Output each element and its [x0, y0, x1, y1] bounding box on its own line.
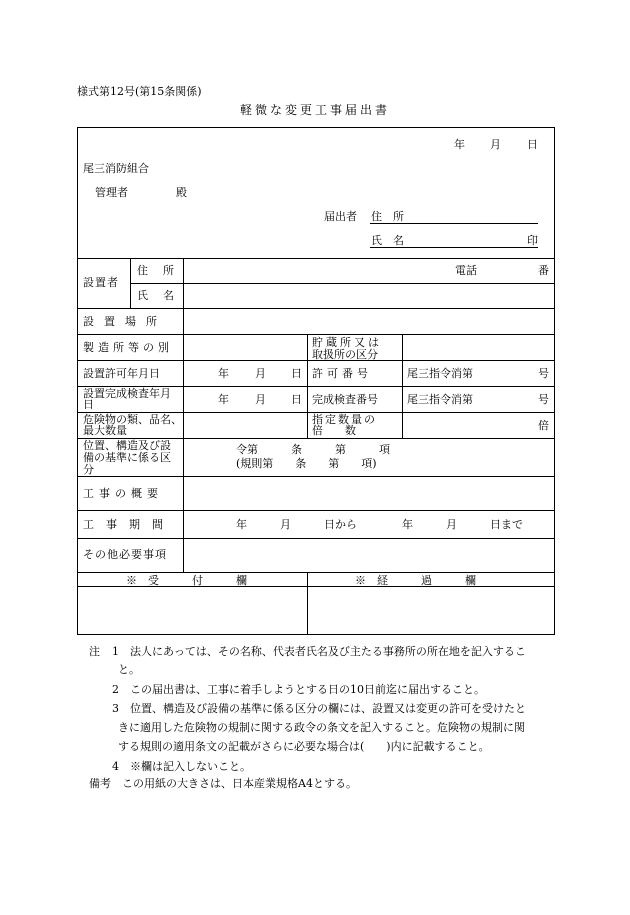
note-1-number: 1 [112, 645, 119, 658]
storage-type-label-1: 貯蔵所又は [312, 336, 382, 349]
location-label: 設置場所 [83, 315, 167, 328]
note-3-line-1: 位置、構造及び設備の基準に係る区分の欄には、設置又は変更の許可を受けたと [130, 702, 526, 715]
note-4-number: 4 [112, 760, 119, 773]
notes-label: 注 [89, 645, 100, 658]
permit-day: 日 [291, 367, 302, 380]
notifier-label: 届出者 [324, 210, 357, 223]
form-title: 軽微な変更工事届出書 [240, 103, 391, 117]
addressee-admin: 管理者 [95, 186, 128, 199]
progress-header: ※ 経 過 欄 [355, 574, 476, 587]
note-2: この届出書は、工事に着手しようとする日の10日前迄に届出すること。 [130, 683, 485, 696]
facility-type-label: 製造所等の別 [83, 341, 173, 354]
ratio-suffix: 倍 [538, 419, 549, 432]
standards-label-3: 分 [83, 463, 94, 476]
permit-year: 年 [218, 367, 229, 380]
permit-date-label: 設置許可年月日 [83, 367, 160, 380]
inspection-day: 日 [291, 393, 302, 406]
note-3-line-3: する規則の適用条文の記載がさらに必要な場合は( )内に記載すること。 [118, 740, 490, 753]
rule-line: (規則第 条 第 項) [236, 457, 377, 470]
note-4: ※欄は記入しないこと。 [130, 760, 251, 773]
form-number: 様式第12号(第15条関係) [77, 85, 202, 98]
ordinance-line: 令第 条 第 項 [236, 443, 390, 456]
hazmat-label-1: 危険物の類、品名、 [83, 413, 182, 426]
designated-qty-label-1: 指定数量の [312, 413, 377, 426]
note-2-number: 2 [112, 683, 119, 696]
standards-label-2: 備の基準に係る区 [83, 451, 171, 464]
inspection-date-label-2: 日 [83, 398, 94, 411]
addressee-org: 尾三消防組合 [83, 162, 149, 175]
inspection-month: 月 [255, 393, 266, 406]
phone-label: 電話 [455, 264, 477, 277]
inspection-number-suffix: 号 [538, 393, 549, 406]
inspection-date-label-1: 設置完成検査年月 [83, 387, 171, 400]
permit-number-suffix: 号 [538, 367, 549, 380]
header-year: 年 [454, 138, 465, 151]
permit-month: 月 [255, 367, 266, 380]
addressee-honorific: 殿 [176, 186, 187, 199]
note-3-number: 3 [112, 702, 119, 715]
hazmat-label-2: 最大数量 [83, 424, 127, 437]
standards-label-1: 位置、構造及び設 [83, 439, 171, 452]
reception-header: ※ 受 付 欄 [126, 574, 247, 587]
inspection-year: 年 [218, 393, 229, 406]
header-day: 日 [527, 138, 538, 151]
storage-type-label-2: 取扱所の区分 [312, 348, 378, 361]
inspection-number-prefix: 尾三指令消第 [407, 393, 473, 406]
permit-number-label: 許可番号 [312, 367, 372, 380]
notifier-address-label: 住 所 [371, 210, 404, 223]
header-month: 月 [490, 138, 501, 151]
inspection-number-label: 完成検査番号 [312, 393, 378, 406]
notifier-name-label: 氏 名 [371, 234, 404, 247]
period-to: 年 月 日まで [402, 518, 523, 531]
designated-qty-label-2: 倍 数 [312, 424, 356, 437]
installer-label: 設置者 [83, 276, 119, 289]
note-1-line-2: と。 [118, 663, 140, 676]
work-summary-label: 工事の概要 [83, 487, 163, 500]
work-period-label: 工事期間 [83, 518, 175, 531]
permit-number-prefix: 尾三指令消第 [407, 367, 473, 380]
period-from: 年 月 日から [236, 518, 357, 531]
other-label: その他必要事項 [83, 548, 167, 561]
installer-name-label: 氏 名 [137, 289, 176, 302]
remarks: 備考 この用紙の大きさは、日本産業規格A4とする。 [89, 777, 357, 790]
installer-address-label: 住 所 [137, 264, 176, 277]
note-1-line-1: 法人にあっては、その名称、代表者氏名及び主たる事務所の所在地を記入するこ [130, 645, 526, 658]
seal-mark: 印 [527, 234, 538, 247]
phone-suffix: 番 [538, 264, 549, 277]
note-3-line-2: きに適用した危険物の規制に関する政令の条文を記入すること。危険物の規制に関 [118, 721, 525, 734]
